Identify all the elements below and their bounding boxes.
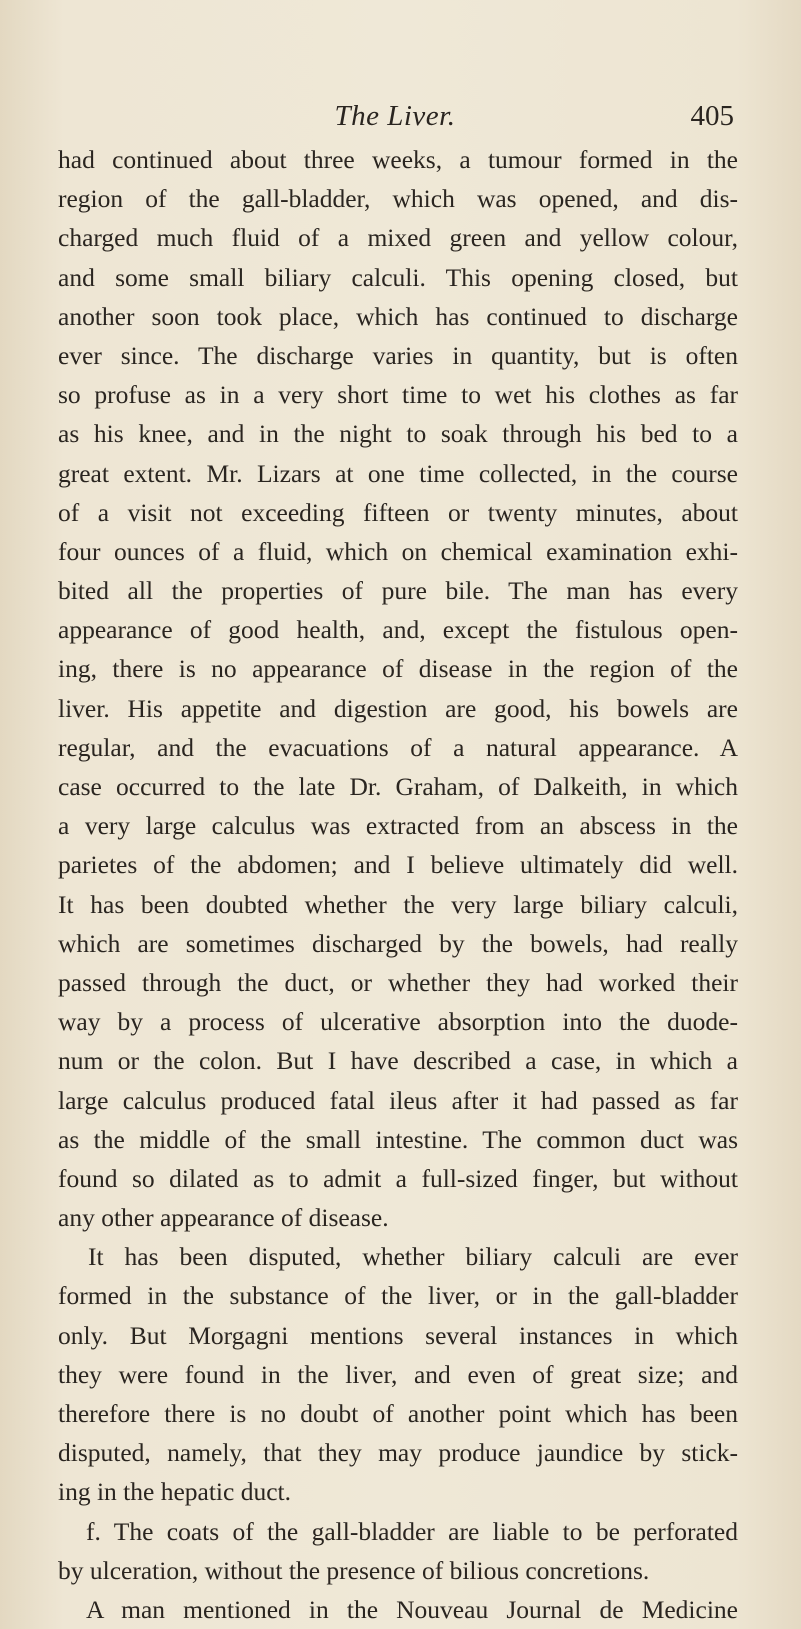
text-line: parietes of the abdomen; and I believe ultimately did well. [58, 850, 738, 880]
text-line: It has been disputed, whether biliary calculi are ever [88, 1242, 738, 1272]
text-line: ing, there is no appearance of disease in the region of the [58, 654, 738, 684]
text-line: as his knee, and in the night to soak through his bed to a [58, 419, 738, 449]
text-line: had continued about three weeks, a tumour formed in the [58, 145, 738, 174]
text-line: which are sometimes discharged by the bowels, had really [58, 928, 738, 958]
text-line: regular, and the evacuations of a natural appearance. A [58, 732, 738, 762]
page-number: 405 [690, 100, 734, 132]
running-head [56, 100, 734, 140]
text-line: only. But Morgagni mentions several instances in which [58, 1320, 738, 1350]
body-text [58, 140, 738, 1629]
text-line: as the middle of the small intestine. The common duct was [58, 1124, 738, 1154]
text-line: found so dilated as to admit a full-sized finger, but without [58, 1163, 738, 1193]
text-line: great extent. Mr. Lizars at one time collected, in the course [58, 458, 738, 488]
text-line: It has been doubted whether the very large biliary calculi, [58, 889, 738, 919]
text-line: and some small biliary calculi. This opening closed, but [58, 262, 738, 292]
text-line: A man mentioned in the Nouveau Journal de Medicine [86, 1594, 738, 1624]
text-line: appearance of good health, and, except the fistulous open- [58, 615, 738, 645]
running-title: The Liver. [334, 100, 456, 132]
text-line: ever since. The discharge varies in quantity, but is often [58, 340, 738, 370]
text-line: large calculus produced fatal ileus after it had passed as far [58, 1085, 738, 1115]
text-line: formed in the substance of the liver, or in the gall-bladder [58, 1281, 738, 1311]
text-line: disputed, namely, that they may produce jaundice by stick- [58, 1438, 738, 1468]
text-line: any other appearance of disease. [58, 1203, 389, 1233]
text-line: liver. His appetite and digestion are good, his bowels are [58, 693, 738, 723]
text-line: four ounces of a fluid, which on chemical examination exhi- [58, 536, 738, 566]
text-line: another soon took place, which has continued to discharge [58, 301, 738, 331]
text-line: region of the gall-bladder, which was opened, and dis- [58, 184, 738, 214]
text-line: passed through the duct, or whether they had worked their [58, 967, 738, 997]
text-line: so profuse as in a very short time to wet his clothes as far [58, 380, 738, 410]
text-line: by ulceration, without the presence of bilious concretions. [58, 1555, 650, 1585]
text-line: they were found in the liver, and even of great size; and [58, 1359, 738, 1389]
text-line: of a visit not exceeding fifteen or twenty minutes, about [58, 497, 738, 527]
text-line: f. The coats of the gall-bladder are liable to be perforated [86, 1516, 738, 1546]
text-line: therefore there is no doubt of another point which has been [58, 1399, 738, 1428]
text-line: a very large calculus was extracted from an abscess in the [58, 811, 738, 841]
text-line: way by a process of ulcerative absorption into the duode- [58, 1007, 738, 1037]
text-line: case occurred to the late Dr. Graham, of Dalkeith, in which [58, 772, 738, 801]
text-line: bited all the properties of pure bile. The man has every [58, 576, 738, 606]
text-line: num or the colon. But I have described a case, in which a [58, 1046, 738, 1076]
text-line: ing in the hepatic duct. [58, 1477, 291, 1507]
text-line: charged much fluid of a mixed green and yellow colour, [58, 223, 738, 253]
